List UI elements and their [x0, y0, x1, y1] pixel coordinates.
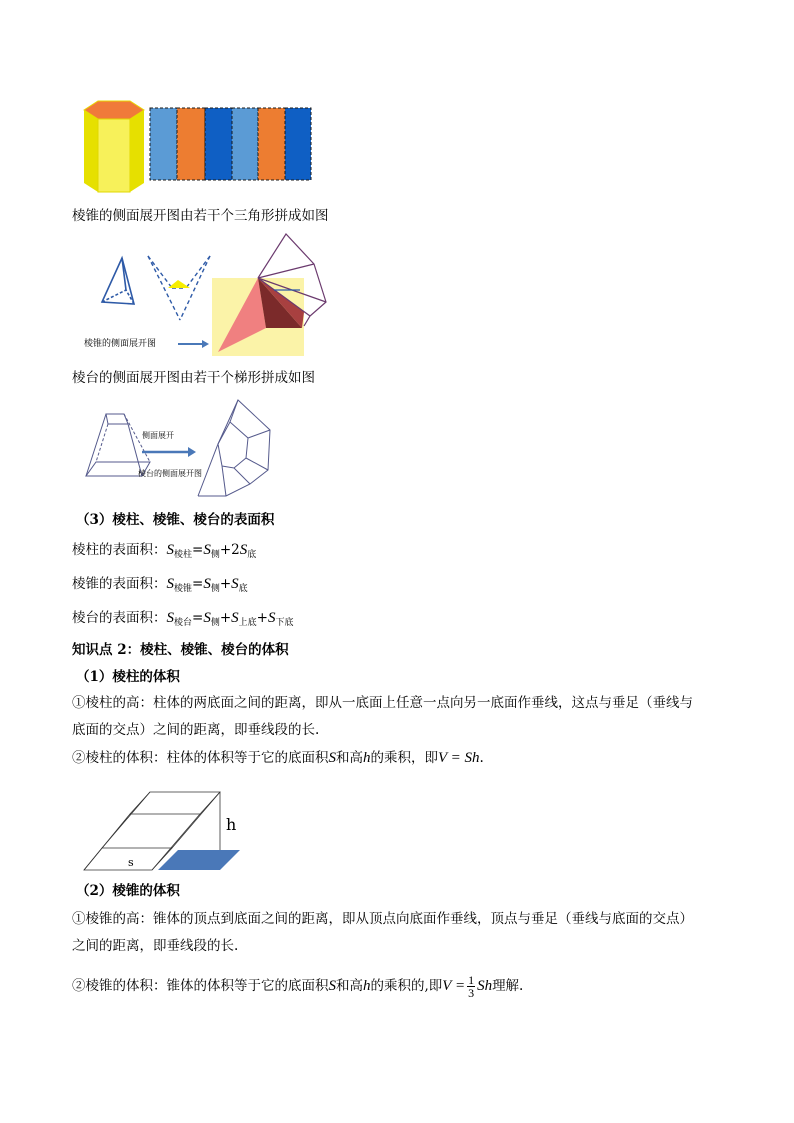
strip-dark-blue [285, 108, 311, 180]
frustum-wireframe [86, 414, 150, 476]
prism-surface-label: 棱柱的表面积： [72, 542, 167, 558]
plus-two: +2 [219, 542, 240, 558]
one-third-fraction [467, 974, 475, 999]
product-text: 的乘积，即 [370, 750, 438, 766]
sub-prism: 棱柱 [174, 550, 193, 560]
var-S: S [239, 542, 248, 558]
strip-light-blue [150, 108, 177, 180]
var-S: S [231, 610, 239, 626]
prism-volume-formula: V = Sh [438, 750, 480, 766]
var-h: h [363, 978, 371, 994]
strip-orange [258, 108, 285, 180]
pyramid-product-text: 的乘积的,即 [370, 978, 443, 994]
and-height-text: 和高 [336, 978, 363, 994]
prism-left-face [84, 110, 98, 192]
var-S: S [328, 750, 336, 766]
sub-side: 侧 [210, 618, 220, 628]
prism-base-label: s [128, 856, 134, 869]
var-S: S [267, 610, 276, 626]
strip-light-blue [232, 108, 258, 180]
plus-sign: + [219, 576, 232, 592]
var-S: S [231, 576, 239, 592]
prism-volume-prefix: ②棱柱的体积：柱体的体积等于它的底面积 [72, 750, 329, 766]
pyramid-arrow-head [202, 340, 209, 348]
prism-height-label: h [226, 815, 237, 834]
pyramid-surface-label: 棱锥的表面积： [72, 576, 167, 592]
frustum-surface-formula [72, 609, 294, 632]
sub-frustum: 棱台 [174, 618, 193, 628]
fraction-numerator: 1 [468, 973, 475, 987]
frustum-arrow-head [188, 447, 196, 457]
caption-frustum-unfold: 棱台的侧面展开图由若干个梯形拼成如图 [72, 370, 315, 386]
prism-surface-formula [72, 541, 256, 564]
pyramid-wireframe [102, 258, 134, 304]
prism-front-face [98, 119, 130, 192]
var-S: S [166, 610, 174, 626]
frustum-arrow-label: 侧面展开 [142, 431, 174, 440]
period: . [479, 750, 484, 766]
knowledge-point-heading: 知识点 2：棱柱、棱锥、棱台的体积 [72, 642, 289, 658]
pyramid-base-triangle [168, 280, 190, 288]
pyramid-volume-prefix: ②棱锥的体积：锥体的体积等于它的底面积 [72, 978, 329, 994]
frustum-unfold-label: 棱台的侧面展开图 [138, 469, 202, 478]
sub-top-base: 上底 [238, 618, 257, 628]
sub-bottom-base: 下底 [275, 618, 294, 628]
sub-pyramid: 棱锥 [174, 584, 193, 594]
prism-base-shaded [158, 850, 240, 870]
var-S: S [203, 576, 211, 592]
pyramid-unfold-label: 棱锥的侧面展开图 [84, 339, 157, 349]
prism-height-line1: ①棱柱的高：柱体的两底面之间的距离，即从一底面上任意一点向另一底面作垂线，这点与垂足（垂线与 [72, 695, 693, 711]
plus-sign: + [256, 610, 268, 626]
strip-dark-blue [205, 108, 232, 180]
sub-base: 底 [238, 584, 248, 594]
var-S: S [203, 610, 211, 626]
and-height-text: 和高 [336, 750, 363, 766]
prism-right-face [130, 110, 144, 192]
var-S: S [328, 978, 336, 994]
prism-unfold-figure [78, 96, 314, 196]
strip-orange [177, 108, 205, 180]
equals-sign: = [192, 576, 204, 592]
sub-side: 侧 [210, 584, 220, 594]
plus-sign: + [219, 610, 232, 626]
sub-base: 底 [247, 550, 257, 560]
prism-volume-line [72, 749, 484, 767]
prism-volume-heading: （1）棱柱的体积 [76, 669, 180, 685]
var-S: S [203, 542, 211, 558]
Sh: Sh [477, 978, 493, 994]
pyramid-height-line1: ①棱锥的高：锥体的顶点到底面之间的距离，即从顶点向底面作垂线，顶点与垂足（垂线与底面的交点） [72, 911, 693, 927]
frustum-unfold-figure [78, 396, 278, 500]
surface-area-heading: （3）棱柱、棱锥、棱台的表面积 [76, 512, 275, 528]
var-S: S [166, 576, 174, 592]
pyramid-volume-line [72, 968, 523, 1004]
pyramid-volume-heading: （2）棱锥的体积 [76, 883, 180, 899]
pyramid-unfold-figure [78, 232, 340, 362]
sub-side: 侧 [210, 550, 220, 560]
prism-height-line2: 底面的交点）之间的距离，即垂线段的长. [72, 722, 320, 738]
frustum-unfolded-net [198, 400, 270, 496]
var-h: h [363, 750, 371, 766]
pyramid-surface-formula [72, 575, 248, 598]
V-equals: V = [442, 978, 466, 994]
equals-sign: = [192, 542, 204, 558]
fraction-denominator: 3 [468, 986, 475, 1000]
var-S: S [166, 542, 174, 558]
equals-sign: = [192, 610, 204, 626]
pyramid-height-line2: 之间的距离，即垂线段的长. [72, 938, 239, 954]
oblique-prism-figure [80, 786, 250, 872]
understand-text: 理解. [492, 978, 524, 994]
caption-pyramid-unfold: 棱锥的侧面展开图由若干个三角形拼成如图 [72, 208, 329, 224]
frustum-surface-label: 棱台的表面积： [72, 610, 167, 626]
